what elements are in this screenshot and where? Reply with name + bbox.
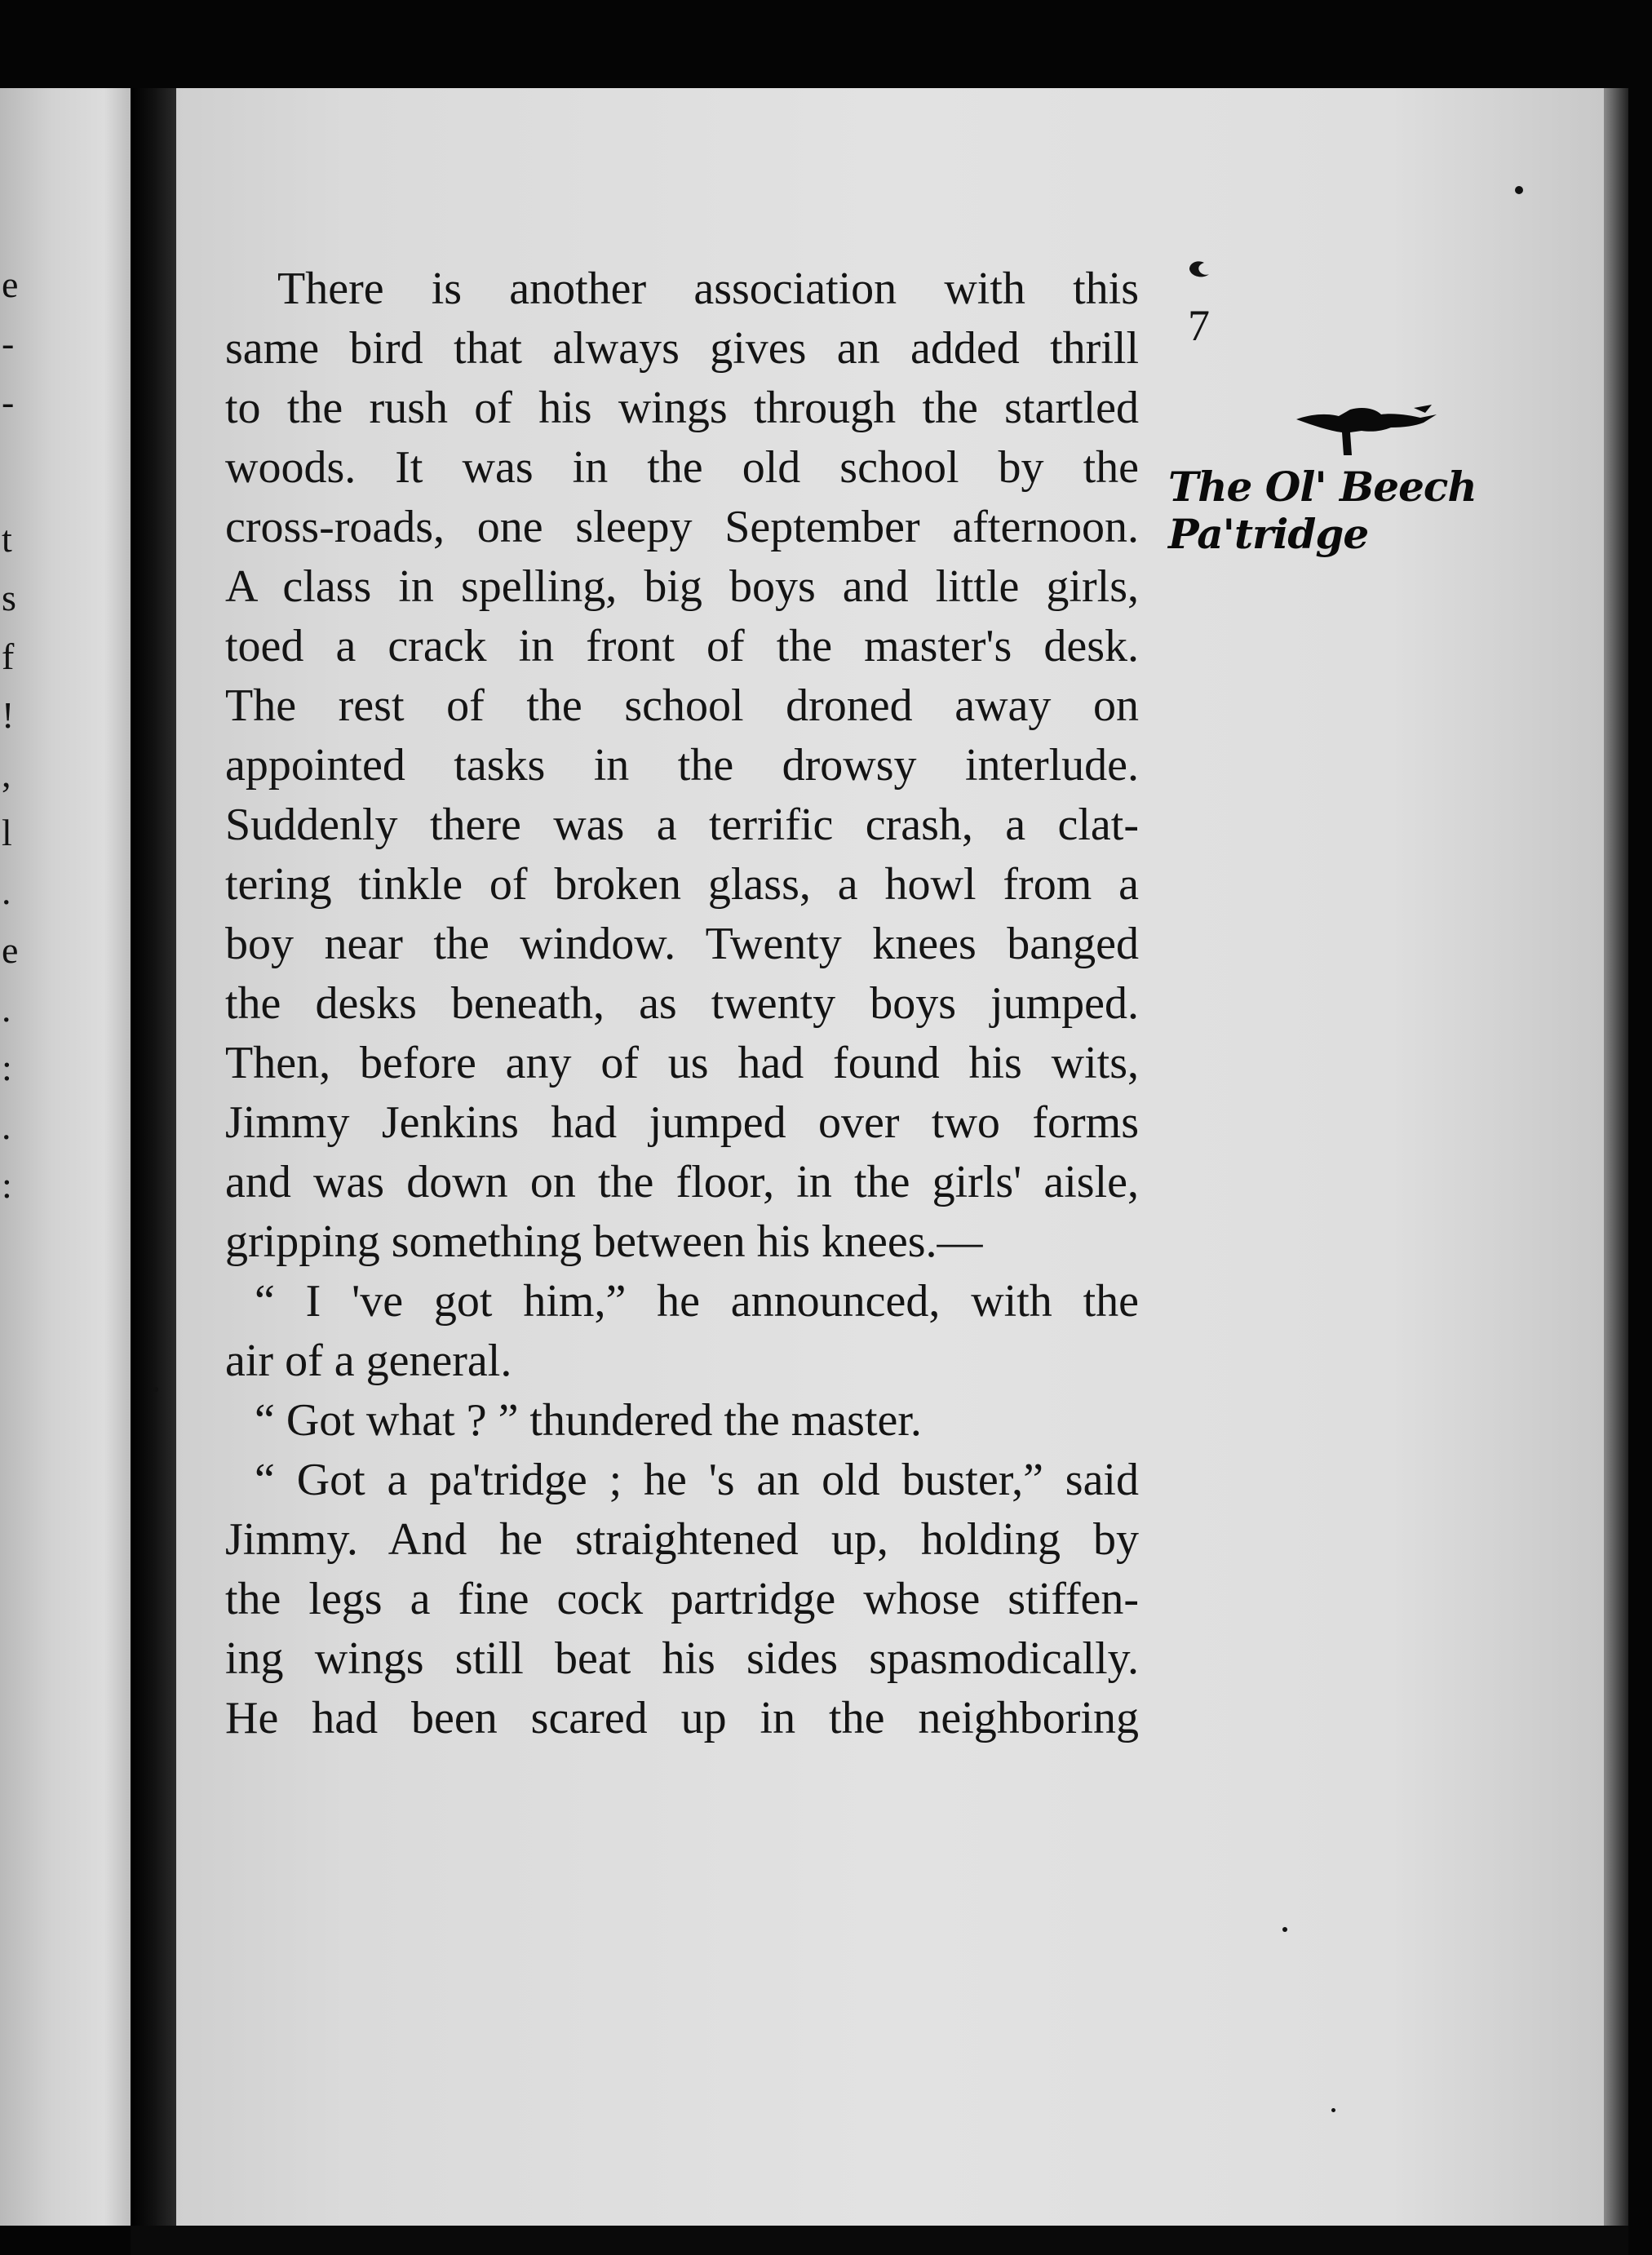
page-number: 7 [1188, 301, 1210, 350]
text-line: same bird that always gives an added thrill [225, 323, 1139, 374]
text-line: The rest of the school droned away on [225, 680, 1139, 731]
text-line: the desks beneath, as twenty boys jumped. [225, 978, 1139, 1029]
margin-title-line2: Pa'tridge [1168, 510, 1369, 558]
page-gutter [131, 88, 176, 2226]
left-page-fragment: s [2, 577, 16, 618]
crescent-ornament-icon [1186, 259, 1211, 279]
text-line: gripping something between his knees.— [225, 1216, 983, 1267]
scan-speck [1282, 1927, 1287, 1932]
scan-speck [1331, 2108, 1335, 2112]
page-right-edge [1604, 88, 1628, 2226]
text-line: There is another association with this [277, 264, 1139, 314]
partridge-bird-icon [1293, 398, 1440, 463]
text-line: Jimmy Jenkins had jumped over two forms [225, 1097, 1139, 1148]
text-line: cross-roads, one sleepy September afternoon. [225, 502, 1139, 552]
text-line: ing wings still beat his sides spasmodically. [225, 1633, 1139, 1684]
margin-title-line1: The Ol' Beech [1168, 463, 1477, 511]
left-page-fragment: ! [2, 694, 15, 736]
text-line: woods. It was in the old school by the [225, 442, 1139, 493]
text-line: Then, before any of us had found his wits, [225, 1038, 1139, 1088]
text-line: air of a general. [225, 1336, 512, 1386]
text-line: “ Got what ? ” thundered the master. [255, 1395, 922, 1446]
text-line: and was down on the floor, in the girls' aisle, [225, 1157, 1139, 1207]
left-page-fragment: , [2, 753, 11, 795]
text-line: toed a crack in front of the master's desk. [225, 621, 1139, 671]
text-line: appointed tasks in the drowsy interlude. [225, 740, 1139, 791]
text-line: tering tinkle of broken glass, a howl from a [225, 859, 1139, 910]
scan-speck [1515, 186, 1523, 194]
text-line: boy near the window. Twenty knees banged [225, 919, 1139, 969]
left-page-fragment: - [2, 381, 15, 423]
left-page-fragment: . [2, 1105, 11, 1147]
left-page-fragment: l [2, 812, 12, 853]
left-page-edge [0, 88, 131, 2226]
left-page-fragment: . [2, 988, 11, 1030]
left-page-fragment: : [2, 1164, 12, 1206]
left-page-fragment: t [2, 518, 12, 560]
text-line: A class in spelling, big boys and little girls, [225, 561, 1139, 612]
text-line: Jimmy. And he straightened up, holding by [225, 1514, 1139, 1565]
left-page-fragment: . [2, 871, 11, 912]
text-line: “ Got a pa'tridge ; he 's an old buster,” said [255, 1455, 1139, 1505]
text-line: He had been scared up in the neighboring [225, 1693, 1139, 1743]
margin-title [1168, 463, 1478, 558]
text-line: Suddenly there was a terrific crash, a clat- [225, 800, 1139, 850]
scan-speck [153, 1387, 158, 1392]
bottom-border [131, 2226, 1628, 2255]
left-page-fragment: : [2, 1047, 12, 1088]
left-page-fragment: f [2, 636, 15, 677]
text-line: “ I 've got him,” he announced, with the [255, 1276, 1139, 1327]
left-page-fragment: e [2, 929, 19, 971]
text-line: to the rush of his wings through the startled [225, 383, 1139, 433]
left-page-fragment: e [2, 264, 19, 305]
page-body-text [225, 259, 1139, 1748]
left-page-fragment: - [2, 322, 15, 364]
text-line: the legs a fine cock partridge whose stiffen- [225, 1574, 1139, 1624]
